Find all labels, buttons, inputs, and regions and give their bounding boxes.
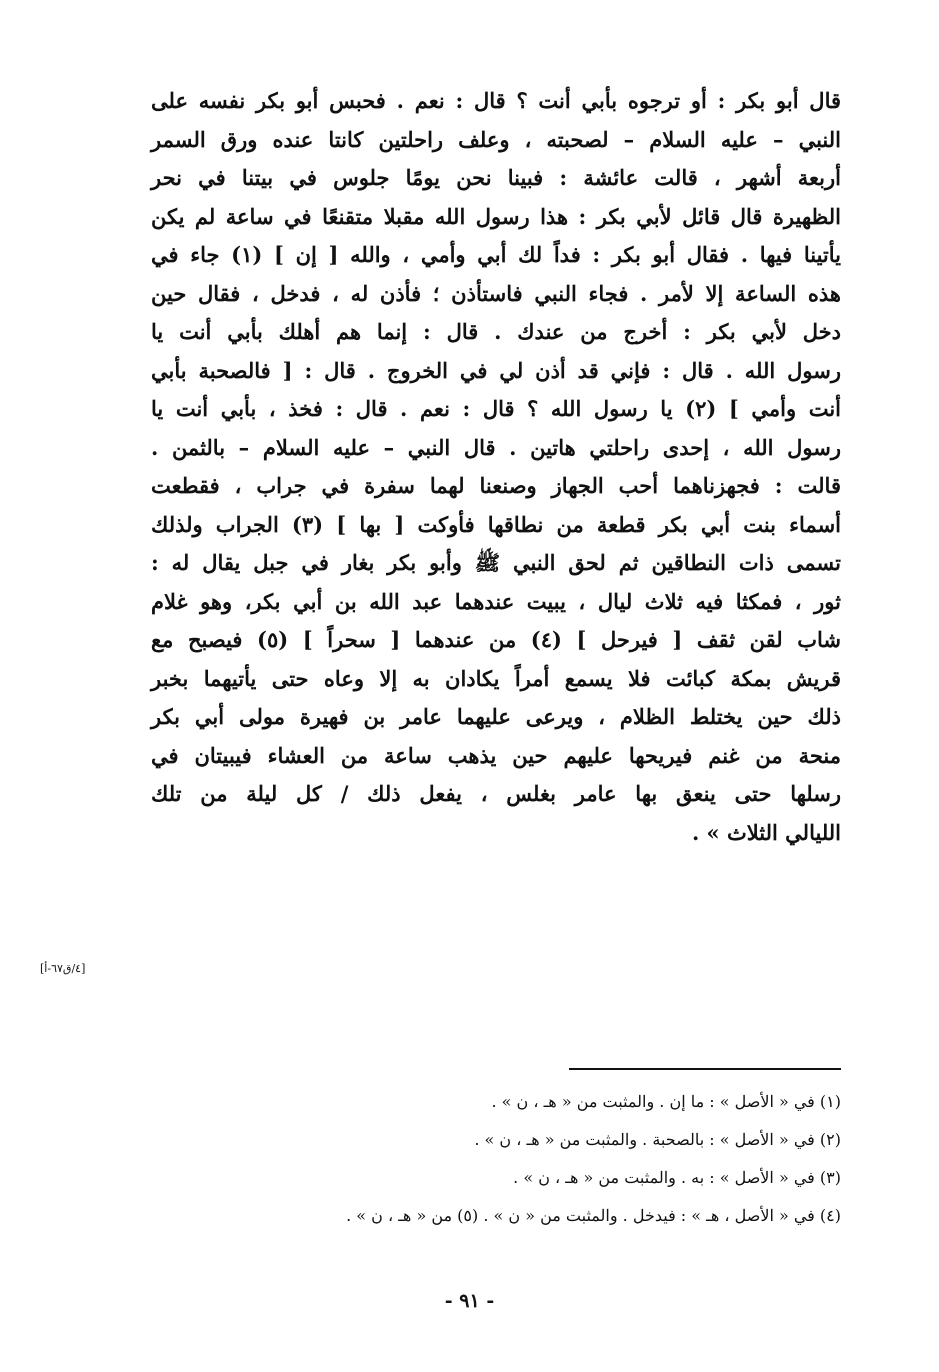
text-line: رسول الله . قال : فإني قد أذن لي في الخروج . قال : [ فالصحبة بأبي <box>151 357 841 383</box>
text-line: قالت : فجهزناهما أحب الجهاز وصنعنا لهما سفرة في جراب ، فقطعت <box>151 473 841 498</box>
text-line: رسلها حتى ينعق بها عامر بغلس ، يفعل ذلك / كل ليلة من تلك <box>151 781 841 806</box>
footnotes-block <box>151 1083 841 1235</box>
text-line: قريش بمكة كبائت فلا يسمع أمراً يكادان به إلا وعاه حتى يأتيهما بخبر <box>151 665 841 691</box>
text-line: النبي – عليه السلام – لصحبته ، وعلف راحلتين كانتا عنده ورق السمر <box>151 126 841 152</box>
text-line: ذلك حين يختلط الظلام ، ويرعى عليهما عامر بن فهيرة مولى أبي بكر <box>151 704 841 729</box>
text-line: هذه الساعة إلا لأمر . فجاء النبي فاستأذن ؛ فأذن له ، فدخل ، فقال حين <box>151 280 841 306</box>
text-line: قال أبو بكر : أو ترجوه بأبي أنت ؟ قال : نعم . فحبس أبو بكر نفسه على <box>151 88 841 113</box>
footnote: (١) في « الأصل » : ما إن . والمثبت من « هـ ، ن » . <box>491 1092 841 1111</box>
text-line: أربعة أشهر ، قالت عائشة : فبينا نحن يومًا جلوس في بيتنا في نحر <box>151 165 841 190</box>
text-line: ثور ، فمكثا فيه ثلاث ليال ، يبيت عندهما عبد الله بن أبي بكر، وهو غلام <box>151 588 841 614</box>
main-text-block <box>151 82 841 852</box>
text-line: منحة من غنم فيريحها عليهم حين يذهب ساعة من العشاء فيبيتان في <box>151 742 841 768</box>
footnote-separator <box>569 1068 841 1070</box>
footnote: (٣) في « الأصل » : به . والمثبت من « هـ ، ن » . <box>513 1168 841 1187</box>
text-line: رسول الله ، إحدى راحلتي هاتين . قال النبي – عليه السلام – بالثمن . <box>151 434 841 460</box>
text-line: تسمى ذات النطاقين ثم لحق النبي ﷺ وأبو بكر بغار في جبل يقال له : <box>151 550 841 575</box>
footnote: (٤) في « الأصل ، هـ » : فيدخل . والمثبت من « ن » . (٥) من « هـ ، ن » . <box>346 1206 841 1225</box>
text-line: أسماء بنت أبي بكر قطعة من نطاقها فأوكت [ بها ] (٣) الجراب ولذلك <box>151 511 842 537</box>
text-line: أنت وأمي ] (٢) يا رسول الله ؟ قال : نعم . قال : فخذ ، بأبي أنت يا <box>151 396 841 421</box>
page-number: - ٩١ - <box>444 1290 495 1312</box>
text-line: شاب لقن ثقف [ فيرحل ] (٤) من عندهما [ سحراً ] (٥) فيصبح مع <box>151 627 842 652</box>
text-line: الليالي الثلاث » . <box>691 819 841 845</box>
text-line: يأتينا فيها . فقال أبو بكر : فداً لك أبي وأمي ، والله [ إن ] (١) جاء في <box>151 242 841 267</box>
footnote: (٢) في « الأصل » : بالصحبة . والمثبت من « هـ ، ن » . <box>474 1130 841 1149</box>
text-line: دخل لأبي بكر : أخرج من عندك . قال : إنما هم أهلك بأبي أنت يا <box>151 319 841 344</box>
manuscript-folio-reference: [٤/ق٦٧-أ] <box>40 962 86 975</box>
text-line: الظهيرة قال قائل لأبي بكر : هذا رسول الله مقبلا متقنعًا في ساعة لم يكن <box>151 203 841 229</box>
